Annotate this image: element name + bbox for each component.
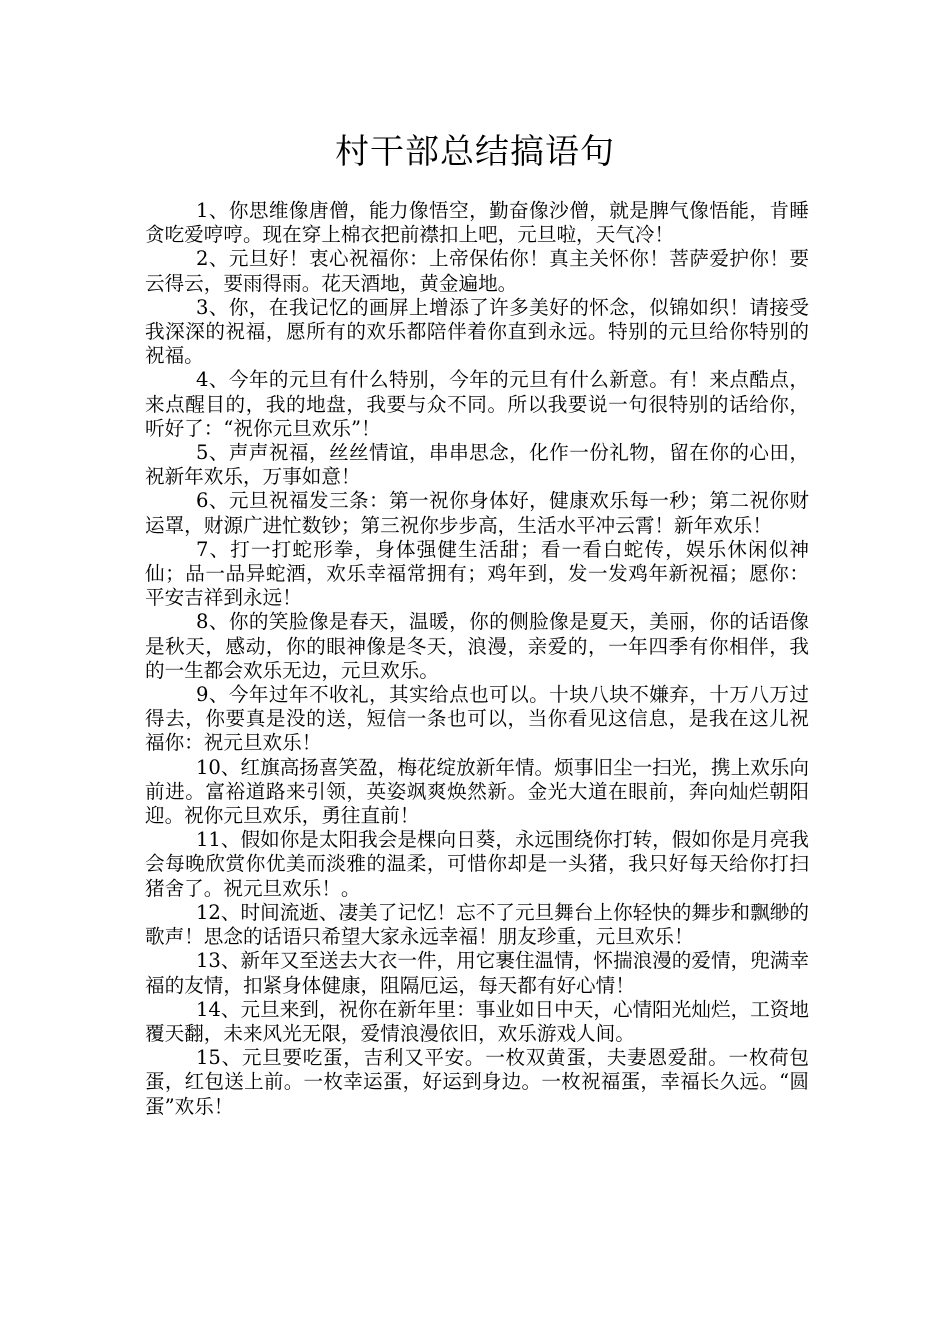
document-title: 村干部总结搞语句 bbox=[335, 132, 615, 172]
paragraph-1: 1、你思维像唐僧，能力像悟空，勤奋像沙僧，就是脾气像悟能，肯睡贪吃爱哼哼。现在穿上棉衣把前襟扣上吧，元旦啦，天气冷！ bbox=[145, 199, 809, 247]
paragraph-9: 9、今年过年不收礼，其实给点也可以。十块八块不嫌弃，十万八万过得去，你要真是没的送，短信一条也可以，当你看见这信息，是我在这儿祝福你：祝元旦欢乐！ bbox=[145, 683, 809, 755]
document-body bbox=[145, 199, 809, 1119]
paragraph-8: 8、你的笑脸像是春天，温暖，你的侧脸像是夏天，美丽，你的话语像是秋天，感动，你的眼神像是冬天，浪漫，亲爱的，一年四季有你相伴，我的一生都会欢乐无边，元旦欢乐。 bbox=[145, 610, 809, 682]
paragraph-2: 2、元旦好！衷心祝福你：上帝保佑你！真主关怀你！菩萨爱护你！要云得云，要雨得雨。花天酒地，黄金遍地。 bbox=[145, 247, 809, 295]
paragraph-12: 12、时间流逝、凄美了记忆！忘不了元旦舞台上你轻快的舞步和飘缈的歌声！思念的话语只希望大家永远幸福！朋友珍重，元旦欢乐！ bbox=[145, 900, 809, 949]
paragraph-15: 15、元旦要吃蛋，吉利又平安。一枚双黄蛋，夫妻恩爱甜。一枚荷包蛋，红包送上前。一枚幸运蛋，好运到身边。一枚祝福蛋，幸福长久远。“圆蛋”欢乐！ bbox=[145, 1046, 809, 1118]
paragraph-5: 5、声声祝福，丝丝情谊，串串思念，化作一份礼物，留在你的心田，祝新年欢乐，万事如意！ bbox=[145, 441, 809, 489]
paragraph-7: 7、打一打蛇形拳，身体强健生活甜；看一看白蛇传，娱乐休闲似神仙；品一品异蛇酒，欢乐幸福常拥有；鸡年到，发一发鸡年新祝福；愿你：平安吉祥到永远！ bbox=[145, 537, 809, 610]
paragraph-3: 3、你，在我记忆的画屏上增添了许多美好的怀念，似锦如织！请接受我深深的祝福，愿所有的欢乐都陪伴着你直到永远。特别的元旦给你特别的祝福。 bbox=[145, 295, 809, 368]
paragraph-10: 10、红旗高扬喜笑盈，梅花绽放新年情。烦事旧尘一扫光，携上欢乐向前进。富裕道路来引领，英姿飒爽焕然新。金光大道在眼前，奔向灿烂朝阳迎。祝你元旦欢乐，勇往直前！ bbox=[145, 755, 809, 828]
paragraph-4: 4、今年的元旦有什么特别，今年的元旦有什么新意。有！来点酷点，来点醒目的，我的地盘，我要与众不同。所以我要说一句很特别的话给你，听好了：“祝你元旦欢乐”！ bbox=[145, 368, 809, 440]
paragraph-14: 14、元旦来到，祝你在新年里：事业如日中天，心情阳光灿烂，工资地覆天翻，未来风光无限，爱情浪漫依旧，欢乐游戏人间。 bbox=[145, 997, 809, 1045]
paragraph-11: 11、假如你是太阳我会是棵向日葵，永远围绕你打转，假如你是月亮我会每晚欣赏你优美而淡雅的温柔，可惜你却是一头猪，我只好每天给你打扫猪舍了。祝元旦欢乐！。 bbox=[145, 828, 809, 900]
paragraph-13: 13、新年又至送去大衣一件，用它裹住温情，怀揣浪漫的爱情，兜满幸福的友情，扣紧身体健康，阻隔厄运，每天都有好心情！ bbox=[145, 949, 809, 997]
paragraph-6: 6、元旦祝福发三条：第一祝你身体好，健康欢乐每一秒；第二祝你财运罩，财源广进忙数钞；第三祝你步步高，生活水平冲云霄！新年欢乐！ bbox=[145, 489, 809, 537]
